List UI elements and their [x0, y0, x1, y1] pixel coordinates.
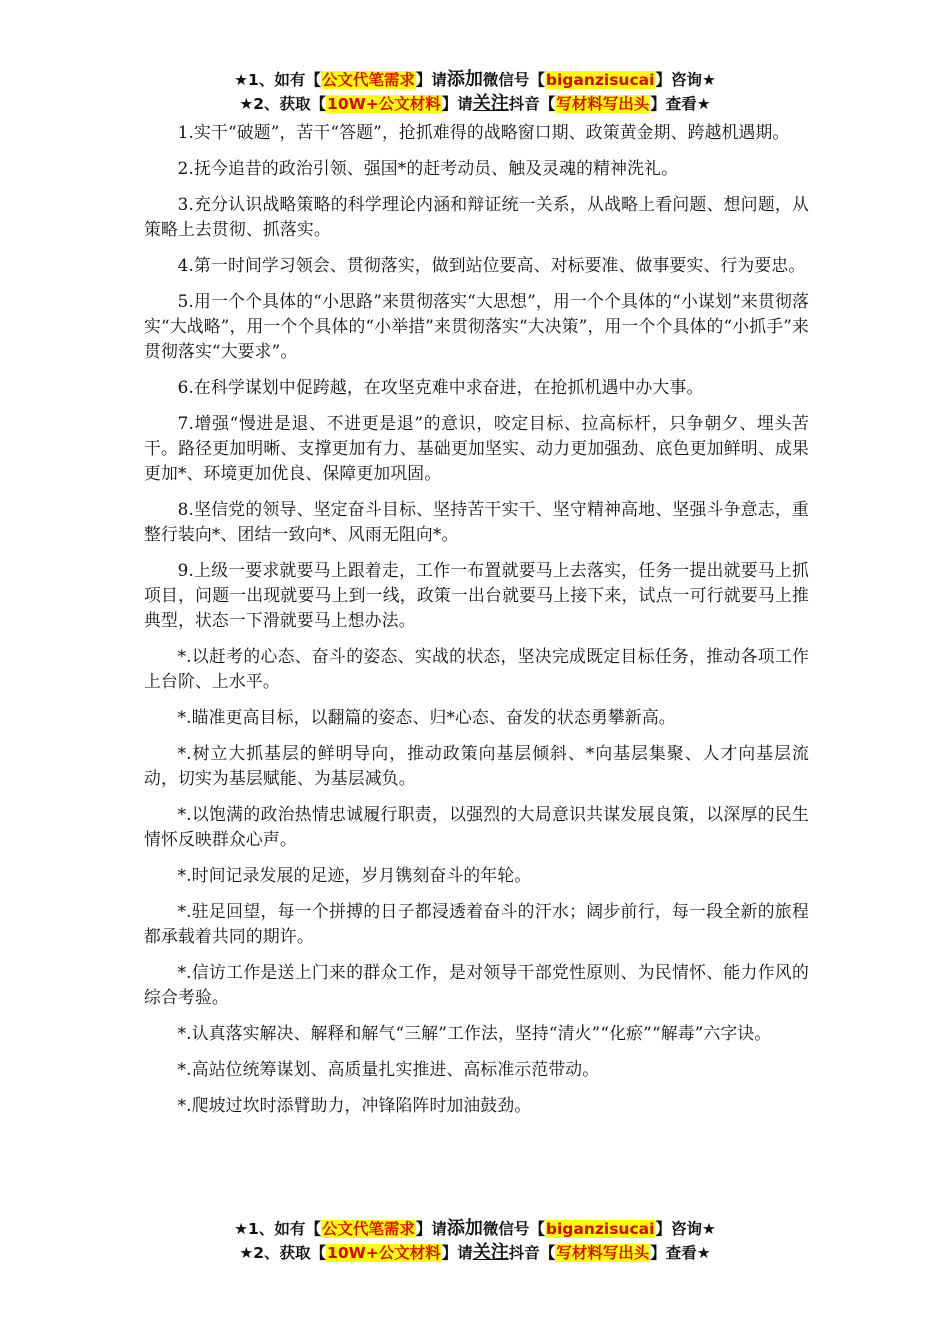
star-icon: ★	[696, 95, 711, 113]
footer-banner	[0, 1217, 950, 1265]
banner-text: 微信号【	[482, 1220, 545, 1238]
star-icon: ★	[239, 95, 254, 113]
star-icon: ★	[239, 1244, 254, 1262]
paragraph: 2.抚今追昔的政治引领、强国*的赶考动员、触及灵魂的精神洗礼。	[177, 158, 679, 178]
banner-line-follow	[0, 92, 950, 116]
highlight-materials: 10W+公文材料	[327, 95, 441, 113]
banner-line-follow	[0, 1241, 950, 1265]
star-icon: ★	[234, 71, 249, 89]
paragraph: *.以饱满的政治热情忠诚履行职责，以强烈的大局意识共谋发展良策，以深厚的民生情怀反映群众心声。	[144, 804, 809, 849]
paragraph: *.瞄准更高目标，以翻篇的姿态、归*心态、奋发的状态勇攀新高。	[177, 707, 676, 727]
paragraph: *.高站位统筹谋划、高质量扎实推进、高标准示范带动。	[177, 1059, 600, 1079]
emphasis-add: 添加	[446, 69, 483, 90]
emphasis-follow: 关注	[472, 93, 509, 114]
banner-text: 】请	[441, 1244, 473, 1262]
paragraph: *.树立大抓基层的鲜明导向，推动政策向基层倾斜、*向基层集聚、人才向基层流动，切实为基层赋能、为基层减负。	[144, 743, 809, 788]
paragraph: 1.实干“破题”，苦干“答题”，抢抓难得的战略窗口期、政策黄金期、跨越机遇期。	[177, 122, 790, 142]
banner-text: 抖音【	[508, 95, 556, 113]
paragraph: 9.上级一要求就要马上跟着走，工作一布置就要马上去落实，任务一提出就要马上抓项目，问题一出现就要马上到一线，政策一出台就要马上接下来，试点一可行就要马上推典型，状态一下滑就要马上想办法。	[144, 560, 809, 630]
wechat-id: biganzisucai	[545, 71, 655, 89]
paragraph: *.认真落实解决、解释和解气“三解”工作法，坚持“清火”“化瘀”“解毒”六字诀。	[177, 1023, 772, 1043]
paragraph: 5.用一个个具体的“小思路”来贯彻落实“大思想”，用一个个具体的“小谋划”来贯彻落实“大战略”，用一个个具体的“小举措”来贯彻落实“大决策”，用一个个具体的“小抓手”来贯彻落实“大要求”。	[144, 291, 809, 361]
paragraph: *.以赶考的心态、奋斗的姿态、实战的状态，坚决完成既定目标任务，推动各项工作上台阶、上水平。	[144, 646, 809, 691]
document-body	[144, 120, 809, 1129]
banner-text: 2、获取【	[253, 1244, 327, 1262]
paragraph: *.爬坡过坎时添臂助力，冲锋陷阵时加油鼓劲。	[177, 1095, 532, 1115]
banner-text: 】查看	[650, 1244, 697, 1262]
banner-text: 】咨询	[655, 1220, 702, 1238]
banner-line-service	[0, 68, 950, 92]
banner-line-service	[0, 1217, 950, 1241]
douyin-account: 写材料写出头	[556, 95, 650, 113]
banner-text: 微信号【	[482, 71, 545, 89]
banner-text: 】请	[415, 1220, 447, 1238]
star-icon: ★	[701, 71, 716, 89]
paragraph: *.时间记录发展的足迹，岁月镌刻奋斗的年轮。	[177, 865, 532, 885]
emphasis-follow: 关注	[472, 1242, 509, 1263]
banner-text: 】请	[415, 71, 447, 89]
emphasis-add: 添加	[446, 1218, 483, 1239]
star-icon: ★	[234, 1220, 249, 1238]
banner-text: 2、获取【	[253, 95, 327, 113]
paragraph: 7.增强“慢进是退、不进更是退”的意识，咬定目标、拉高标杆，只争朝夕、埋头苦干。路径更加明晰、支撑更加有力、基础更加坚实、动力更加强劲、底色更加鲜明、成果更加*、环境更加优良、保障更加巩固。	[144, 413, 809, 483]
highlight-materials: 10W+公文材料	[327, 1244, 441, 1262]
wechat-id: biganzisucai	[545, 1220, 655, 1238]
banner-text: 1、如有【	[248, 71, 321, 89]
banner-text: 】请	[441, 95, 473, 113]
star-icon: ★	[701, 1220, 716, 1238]
highlight-service: 公文代笔需求	[321, 1220, 415, 1238]
banner-text: 抖音【	[508, 1244, 556, 1262]
paragraph: 3.充分认识战略策略的科学理论内涵和辩证统一关系，从战略上看问题、想问题，从策略上去贯彻、抓落实。	[144, 194, 809, 239]
paragraph: *.信访工作是送上门来的群众工作，是对领导干部党性原则、为民情怀、能力作风的综合考验。	[144, 962, 809, 1007]
star-icon: ★	[696, 1244, 711, 1262]
highlight-service: 公文代笔需求	[321, 71, 415, 89]
header-banner	[0, 68, 950, 116]
paragraph: *.驻足回望，每一个拼搏的日子都浸透着奋斗的汗水；阔步前行，每一段全新的旅程都承载着共同的期许。	[144, 901, 809, 946]
banner-text: 1、如有【	[248, 1220, 321, 1238]
banner-text: 】查看	[650, 95, 697, 113]
banner-text: 】咨询	[655, 71, 702, 89]
paragraph: 6.在科学谋划中促跨越，在攻坚克难中求奋进，在抢抓机遇中办大事。	[177, 377, 704, 397]
paragraph: 4.第一时间学习领会、贯彻落实，做到站位要高、对标要准、做事要实、行为要忠。	[177, 255, 806, 275]
paragraph: 8.坚信党的领导、坚定奋斗目标、坚持苦干实干、坚守精神高地、坚强斗争意志，重整行装向*、团结一致向*、风雨无阻向*。	[144, 499, 809, 544]
douyin-account: 写材料写出头	[556, 1244, 650, 1262]
